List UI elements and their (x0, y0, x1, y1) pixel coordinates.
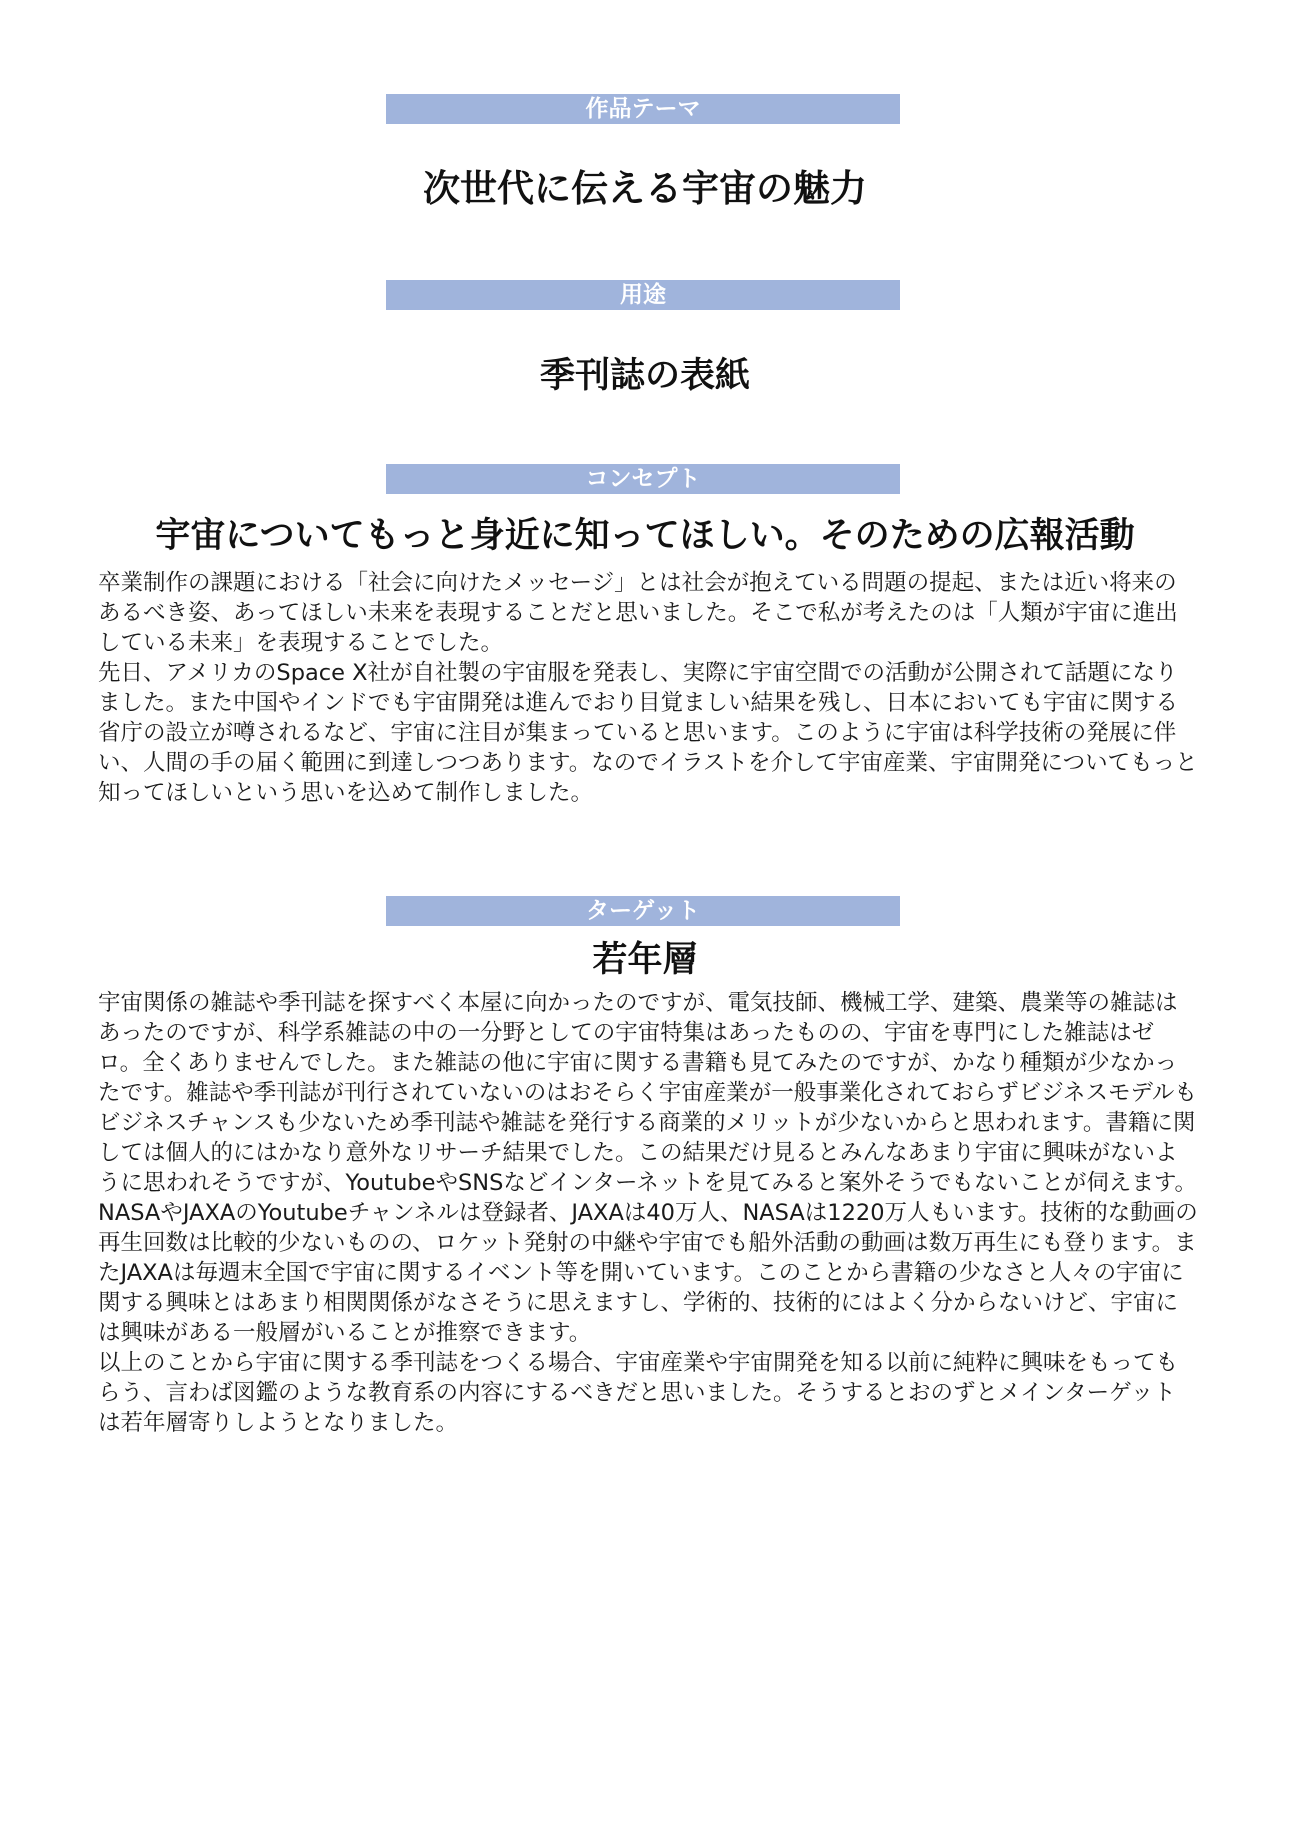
target-label: ターゲット (386, 896, 900, 926)
target-paragraph: 宇宙関係の雑誌や季刊誌を探すべく本屋に向かったのですが、電気技師、機械工学、建築、農業等の雑誌はあったのですが、科学系雑誌の中の一分野としての宇宙特集はあったものの、宇宙を専門にした雑誌はゼロ。全くありませんでした。また雑誌の他に宇宙に関する書籍も見てみたのですが、かなり種類が少なかったです。雑誌や季刊誌が刊行されていないのはおそらく宇宙産業が一般事業化されておらずビジネスモデルもビジネスチャンスも少ないため季刊誌や雑誌を発行する商業的メリットが少ないからと思われます。書籍に関しては個人的にはかなり意外なリサーチ結果でした。この結果だけ見るとみんなあまり宇宙に興味がないように思われそうですが、YoutubeやSNSなどインターネットを見てみると案外そうでもないことが伺えます。NASAやJAXAのYoutubeチャンネルは登録者、JAXAは40万人、NASAは1220万人もいます。技術的な動画の再生回数は比較的少ないものの、ロケット発射の中継や宇宙でも船外活動の動画は数万再生にも登ります。またJAXAは毎週末全国で宇宙に関するイベント等を開いています。このことから書籍の少なさと人々の宇宙に関する興味とはあまり相関関係がなさそうに思えますし、学術的、技術的にはよく分からないけど、宇宙には興味がある一般層がいることが推察できます。 (98, 990, 1198, 1346)
usage-heading: 季刊誌の表紙 (539, 356, 750, 396)
target-paragraph: 以上のことから宇宙に関する季刊誌をつくる場合、宇宙産業や宇宙開発を知る以前に純粋に興味をもってもらう、言わば図鑑のような教育系の内容にするべきだと思いました。そうするとおのずとメインターゲットは若年層寄りしようとなりました。 (98, 1350, 1179, 1436)
concept-paragraph: 卒業制作の課題における「社会に向けたメッセージ」とは社会が抱えている問題の提起、または近い将来のあるべき姿、あってほしい未来を表現することだと思いました。そこで私が考えたのは「人類が宇宙に進出している未来」を表現することでした。 (98, 570, 1178, 656)
concept-heading: 宇宙についてもっと身近に知ってほしい。そのための広報活動 (155, 516, 1135, 556)
theme-heading: 次世代に伝える宇宙の魅力 (423, 167, 867, 210)
concept-body (98, 568, 1198, 808)
target-heading: 若年層 (592, 940, 698, 980)
concept-label: コンセプト (386, 464, 900, 494)
target-body (98, 988, 1198, 1438)
concept-paragraph: 先日、アメリカのSpace X社が自社製の宇宙服を発表し、実際に宇宙空間での活動が公開されて話題になりました。また中国やインドでも宇宙開発は進んでおり目覚ましい結果を残し、日本においても宇宙に関する省庁の設立が噂されるなど、宇宙に注目が集まっていると思います。このように宇宙は科学技術の発展に伴い、人間の手の届く範囲に到達しつつあります。なのでイラストを介して宇宙産業、宇宙開発についてもっと知ってほしいという思いを込めて制作しました。 (98, 660, 1198, 806)
usage-label: 用途 (386, 280, 900, 310)
theme-label: 作品テーマ (386, 94, 900, 124)
